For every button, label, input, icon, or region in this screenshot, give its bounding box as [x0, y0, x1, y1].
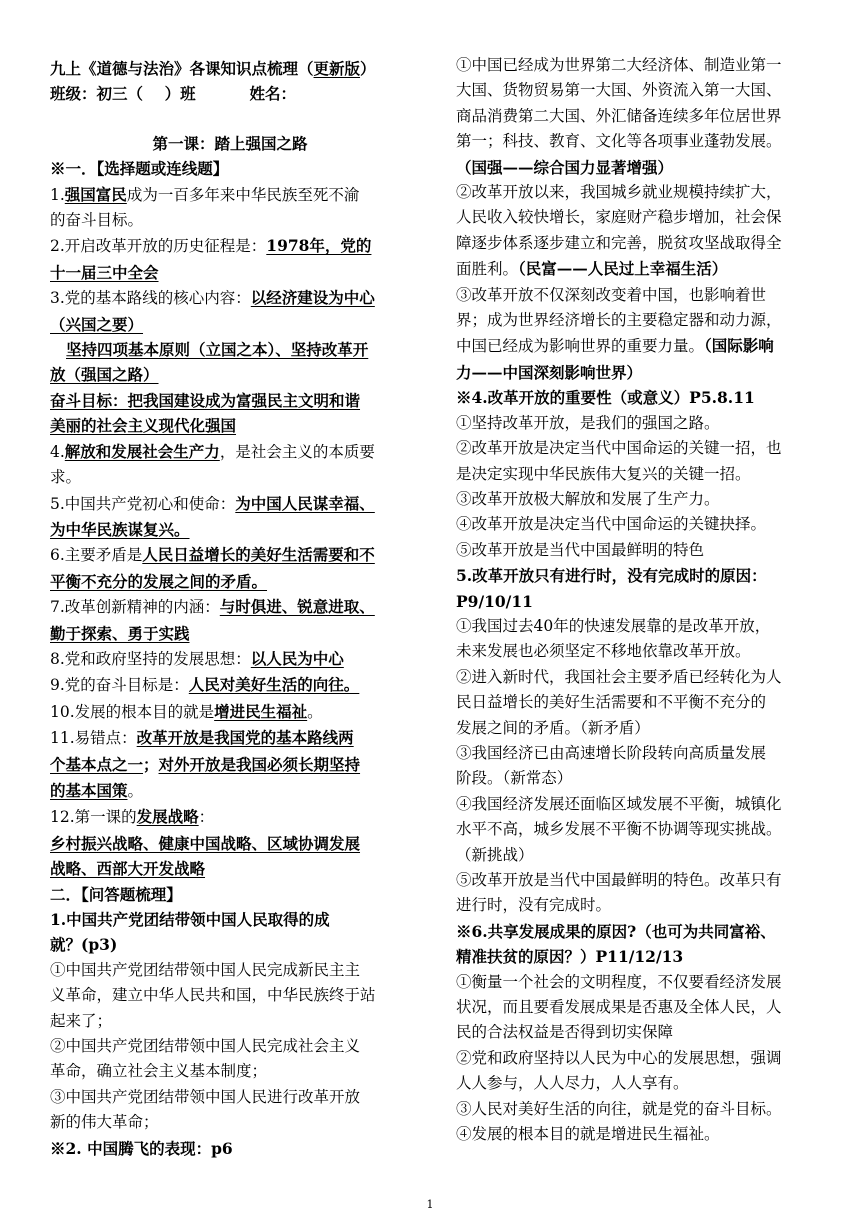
item-6: 6.主要矛盾是人民日益增长的美好生活需要和不	[50, 545, 375, 565]
item-3-cont-4: 奋斗目标：把我国建设成为富强民主文明和谐	[50, 390, 361, 410]
item-10: 10.发展的根本目的就是增进民生福祉。	[50, 701, 323, 721]
answer-2-line-2: 大国、货物贸易第一大国、外资流入第一大国、	[456, 81, 782, 100]
item-12: 12.第一课的发展战略：	[50, 807, 215, 827]
answer-6-line-4: ②党和政府坚持以人民为中心的发展思想，强调	[456, 1048, 782, 1067]
question-1-cont: 就？(p3)	[50, 935, 118, 955]
item-11-cont-1: 个基本点之一；对外开放是我国必须长期坚持	[50, 754, 361, 774]
answer-6-line-5: 人人参与，人人尽力，人人享有。	[456, 1074, 689, 1093]
item-1-cont: 的奋斗目标。	[50, 211, 144, 230]
answer-1-line-3: 起来了；	[50, 1011, 113, 1030]
item-12-cont-1: 乡村振兴战略、健康中国战略、区域协调发展	[50, 833, 361, 853]
answer-4-line-1: ①坚持改革开放，是我们的强国之路。	[456, 413, 720, 432]
answer-4-line-6: ⑤改革开放是当代中国最鲜明的特色	[456, 540, 705, 559]
answer-5-line-2: 未来发展也必须坚定不移地依靠改革开放。	[456, 642, 751, 661]
section-heading-choice: ※一．【选择题或连线题】	[50, 159, 229, 179]
item-5-cont: 为中华民族谋复兴。	[50, 519, 190, 539]
answer-5-line-3: ②进入新时代，我国社会主要矛盾已经转化为人	[456, 667, 782, 686]
item-11: 11.易错点：改革开放是我国党的基本路线两	[50, 728, 354, 748]
item-8: 8.党和政府坚持的发展思想：以人民为中心	[50, 648, 344, 668]
item-7-cont: 勤于探索、勇于实践	[50, 623, 190, 643]
answer-2-line-8: 障逐步体系逐步建立和完善，脱贫攻坚战取得全	[456, 233, 782, 252]
answer-1-line-6: ③中国共产党团结带领中国人民进行改革开放	[50, 1087, 361, 1106]
answer-5-line-7: 阶段。（新常态）	[456, 769, 573, 788]
answer-2-line-4: 第一；科技、教育、文化等各项事业蓬勃发展。	[456, 132, 782, 151]
answer-2-line-6: ②改革开放以来，我国城乡就业规模持续扩大，	[456, 183, 782, 202]
answer-1-line-2: 义革命，建立中华人民共和国，中华民族终于站	[50, 986, 376, 1005]
answer-6-line-6: ③人民对美好生活的向往，就是党的奋斗目标。	[456, 1099, 782, 1118]
question-5-cont: P9/10/11	[456, 591, 533, 611]
answer-5-line-4: 民日益增长的美好生活需要和不平衡不充分的	[456, 693, 767, 712]
answer-4-line-3: 是决定实现中华民族伟大复兴的关键一招。	[456, 464, 751, 483]
answer-5-line-12: 进行时，没有完成时。	[456, 896, 612, 915]
item-6-cont: 平衡不充分的发展之间的矛盾。	[50, 571, 268, 591]
item-11-cont-2: 的基本国策。	[50, 780, 144, 800]
item-4-cont: 求。	[50, 468, 82, 487]
answer-2-line-11: 界；成为世界经济增长的主要稳定器和动力源，	[456, 311, 782, 330]
answer-2-line-9: 面胜利。（民富——人民过上幸福生活）	[456, 259, 728, 279]
answer-1-line-4: ②中国共产党团结带领中国人民完成社会主义	[50, 1037, 361, 1056]
answer-5-line-11: ⑤改革开放是当代中国最鲜明的特色。改革只有	[456, 871, 782, 889]
item-4: 4.解放和发展社会生产力，是社会主义的本质要	[50, 441, 375, 461]
lesson-title: 第一课：踏上强国之路	[152, 133, 308, 153]
answer-2-line-10: ③改革开放不仅深刻改变着中国，也影响着世	[456, 285, 767, 304]
answer-6-line-7: ④发展的根本目的就是增进民生福祉。	[456, 1125, 720, 1144]
answer-1-line-5: 革命，确立社会主义基本制度；	[50, 1062, 268, 1081]
item-7: 7.改革创新精神的内涵：与时俱进、锐意进取、	[50, 597, 375, 617]
item-5: 5.中国共产党初心和使命：为中国人民谋幸福、	[50, 493, 375, 513]
question-6: ※6.共享发展成果的原因?（也可为共同富裕、	[456, 921, 776, 941]
class-name-line: 班级：初三（ ）班 姓名：	[50, 84, 297, 104]
item-2-cont: 十一届三中全会	[50, 262, 159, 282]
answer-5-line-8: ④我国经济发展还面临区域发展不平衡，城镇化	[456, 794, 782, 813]
answer-2-line-5: （国强——综合国力显著增强）	[456, 157, 674, 177]
answer-4-line-2: ②改革开放是决定当代中国命运的关键一招，也	[456, 439, 782, 458]
question-2: ※2. 中国腾飞的表现：p6	[50, 1138, 233, 1158]
question-6-cont: 精准扶贫的原因？）P11/12/13	[456, 947, 684, 967]
answer-2-line-13: 力——中国深刻影响世界）	[456, 362, 643, 382]
item-3-cont-3: 放（强国之路）	[50, 365, 159, 385]
answer-5-line-5: 发展之间的矛盾。（新矛盾）	[456, 718, 650, 737]
answer-5-line-9: 水平不高，城乡发展不平衡不协调等现实挑战。	[456, 820, 782, 839]
item-3-cont-2: 坚持四项基本原则（立国之本）、坚持改革开	[66, 340, 369, 360]
answer-5-line-10: （新挑战）	[456, 845, 534, 864]
item-1: 1.强国富民成为一百多年来中华民族至死不渝	[50, 184, 360, 204]
left-column	[50, 56, 410, 1161]
answer-4-line-4: ③改革开放极大解放和发展了生产力。	[456, 489, 720, 508]
answer-4-line-5: ④改革开放是决定当代中国命运的关键抉择。	[456, 515, 767, 534]
answer-5-line-1: ①我国过去40年的快速发展靠的是改革开放，	[456, 616, 771, 635]
question-1: 1.中国共产党团结带领中国人民取得的成	[50, 910, 330, 929]
item-3: 3.党的基本路线的核心内容：以经济建设为中心	[50, 288, 375, 308]
right-column	[456, 53, 820, 1147]
question-4: ※4.改革开放的重要性（或意义）P5.8.11	[456, 388, 755, 408]
page-number: 1	[426, 1198, 434, 1211]
answer-6-line-1: ①衡量一个社会的文明程度，不仅要看经济发展	[456, 972, 782, 991]
answer-1-line-1: ①中国共产党团结带领中国人民完成新民主主	[50, 960, 361, 979]
answer-2-line-7: 人民收入较快增长，家庭财产稳步增加，社会保	[456, 208, 782, 227]
answer-2-line-12: 中国已经成为影响世界的重要力量。（国际影响	[456, 336, 774, 356]
document-title: 九上《道德与法治》各课知识点梳理（更新版）	[50, 59, 376, 78]
answer-2-line-1: ①中国已经成为世界第二大经济体、制造业第一	[456, 56, 782, 74]
item-12-cont-2: 战略、西部大开发战略	[50, 859, 206, 879]
item-3-cont-5: 美丽的社会主义现代化强国	[50, 416, 237, 436]
answer-5-line-6: ③我国经济已由高速增长阶段转向高质量发展	[456, 743, 767, 762]
item-3-cont-1: （兴国之要）	[50, 314, 144, 334]
answer-6-line-2: 状况，而且要看发展成果是否惠及全体人民，人	[456, 998, 782, 1017]
item-2: 2.开启改革开放的历史征程是：1978年，党的	[50, 236, 372, 256]
answer-2-line-3: 商品消费第二大国、外汇储备连续多年位居世界	[456, 106, 782, 125]
item-9: 9.党的奋斗目标是：人民对美好生活的向往。	[50, 675, 360, 695]
question-5: 5.改革开放只有进行时，没有完成时的原因：	[456, 566, 767, 586]
section-heading-qa: 二．【问答题梳理】	[50, 884, 182, 904]
answer-6-line-3: 民的合法权益是否得到切实保障	[456, 1023, 674, 1042]
answer-1-line-7: 新的伟大革命；	[50, 1113, 159, 1132]
